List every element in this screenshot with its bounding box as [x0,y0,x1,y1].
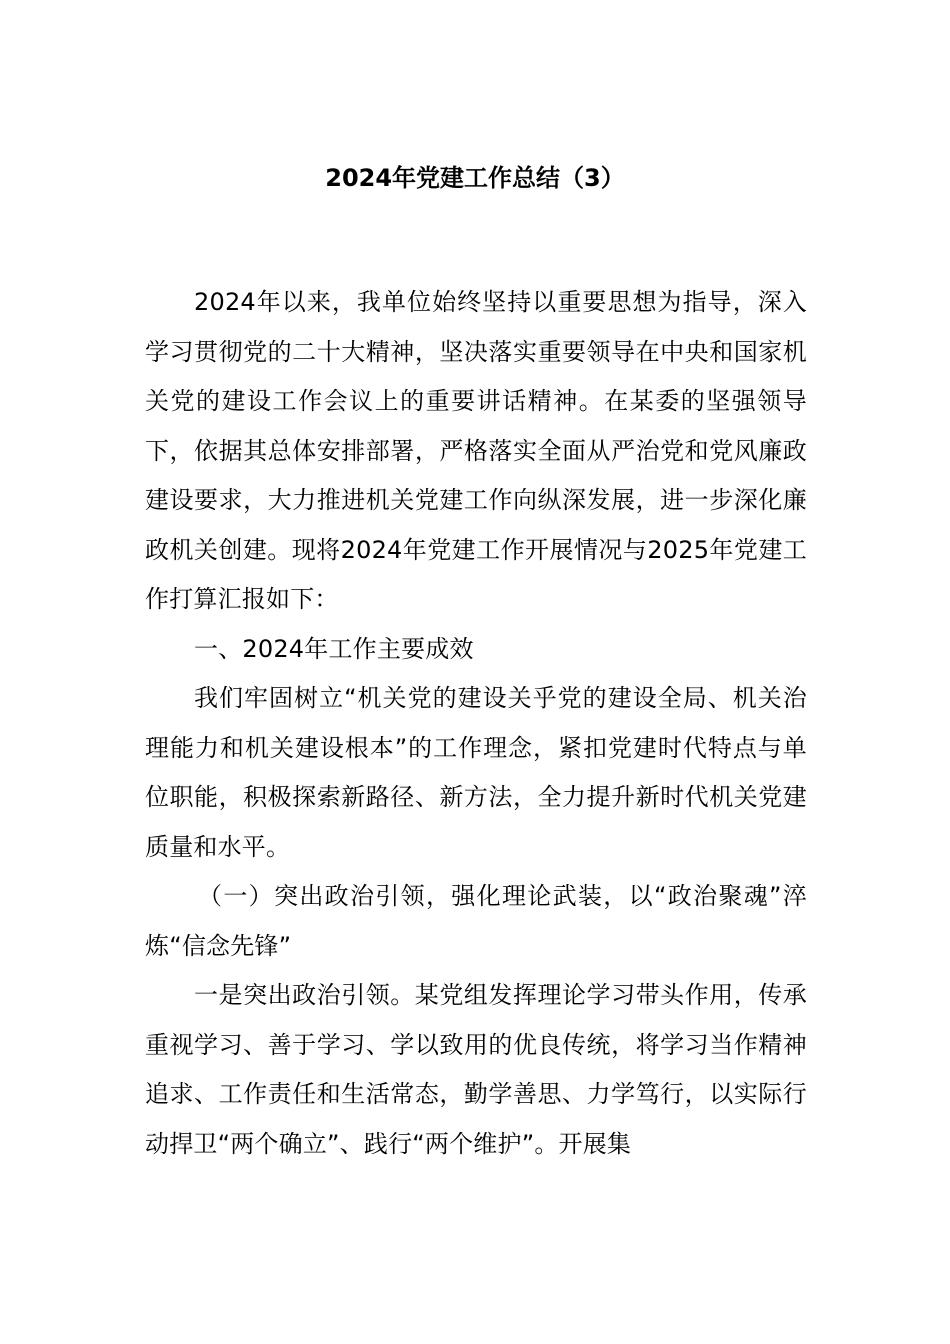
subsection-paragraph: 一是突出政治引领。某党组发挥理论学习带头作用，传承重视学习、善于学习、学以致用的优良传统，将学习当作精神追求、工作责任和生活常态，勤学善思、力学笃行，以实际行动捍卫“两个确立”、践行“两个维护”。开展集 [145,981,807,1158]
subsection-heading: （一）突出政治引领，强化理论武装，以“政治聚魂”淬炼“信念先锋” [145,882,807,960]
document-body [145,278,807,1169]
intro-paragraph: 2024年以来，我单位始终坚持以重要思想为指导，深入学习贯彻党的二十大精神，坚决落实重要领导在中央和国家机关党的建设工作会议上的重要讲话精神。在某委的坚强领导下，依据其总体安排部署，严格落实全面从严治党和党风廉政建设要求，大力推进机关党建工作向纵深发展，进一步深化廉政机关创建。现将2024年党建工作开展情况与2025年党建工作打算汇报如下： [145,288,807,613]
section-paragraph: 我们牢固树立“机关党的建设关乎党的建设全局、机关治理能力和机关建设根本”的工作理念，紧扣党建时代特点与单位职能，积极探索新路径、新方法，全力提升新时代机关党建质量和水平。 [145,684,807,861]
document-title: 2024年党建工作总结（3） [325,164,625,192]
section-heading: 一、2024年工作主要成效 [194,634,474,663]
